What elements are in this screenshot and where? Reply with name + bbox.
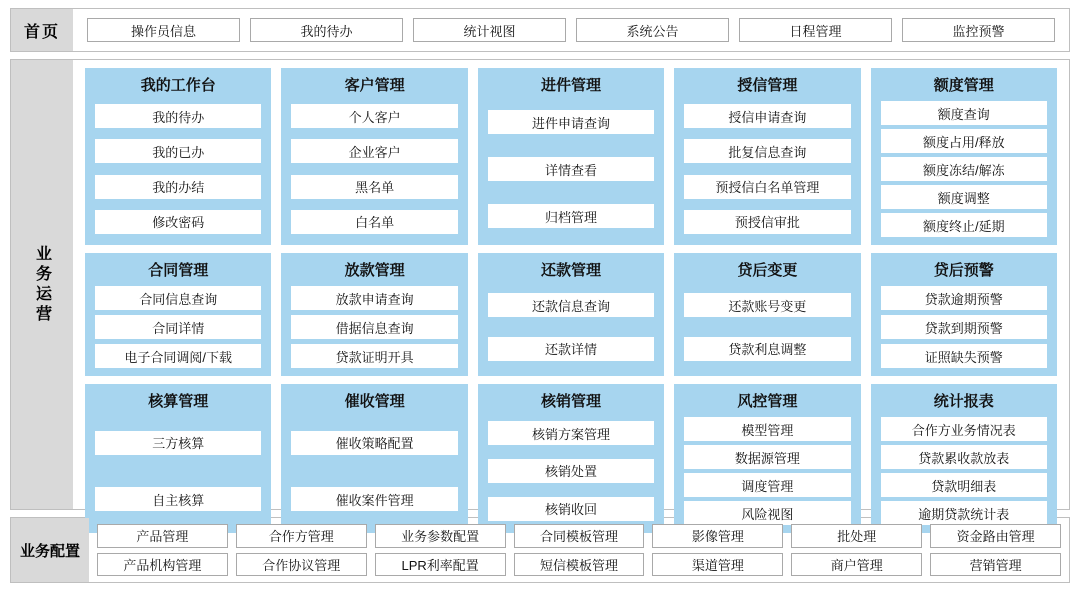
card-items [95, 101, 261, 237]
card-items [488, 286, 654, 368]
menu-item[interactable]: 合同信息查询 [95, 286, 261, 310]
card-post-loan-change [674, 253, 860, 376]
card-title: 风控管理 [737, 393, 798, 410]
card-post-loan-alert [871, 253, 1057, 376]
operations-grid [73, 60, 1069, 522]
card-title: 贷后预警 [933, 262, 994, 279]
home-item-schedule[interactable]: 日程管理 [739, 18, 892, 42]
card-items [881, 417, 1047, 525]
config-item-business-parameter-config[interactable]: 业务参数配置 [375, 524, 506, 548]
menu-item[interactable]: 还款详情 [488, 337, 654, 361]
card-title: 额度管理 [933, 77, 994, 94]
card-title: 催收管理 [344, 393, 405, 410]
home-item-my-todo[interactable]: 我的待办 [250, 18, 403, 42]
card-items [684, 286, 850, 368]
card-items [488, 417, 654, 525]
menu-item[interactable]: 修改密码 [95, 210, 261, 234]
menu-item[interactable]: 我的办结 [95, 175, 261, 199]
card-items [291, 286, 457, 368]
menu-item[interactable]: 批复信息查询 [684, 139, 850, 163]
menu-item[interactable]: 贷款到期预警 [881, 315, 1047, 339]
card-writeoff-management [478, 384, 664, 533]
card-items [684, 101, 850, 237]
card-contract-management [85, 253, 271, 376]
home-items [73, 9, 1069, 51]
card-collection-management [281, 384, 467, 533]
menu-item[interactable]: 核销收回 [488, 497, 654, 521]
menu-item[interactable]: 额度占用/释放 [881, 129, 1047, 153]
menu-item[interactable]: 调度管理 [684, 473, 850, 497]
menu-item[interactable]: 我的已办 [95, 139, 261, 163]
config-item-image-management[interactable]: 影像管理 [652, 524, 783, 548]
card-items [291, 101, 457, 237]
config-item-lpr-rate-config[interactable]: LPR利率配置 [375, 553, 506, 577]
menu-item[interactable]: 贷款利息调整 [684, 337, 850, 361]
card-items [488, 101, 654, 237]
menu-item[interactable]: 个人客户 [291, 104, 457, 128]
operations-band-label: 业务运营 [11, 60, 73, 509]
home-item-stats-view[interactable]: 统计视图 [413, 18, 566, 42]
menu-item[interactable]: 额度查询 [881, 101, 1047, 125]
card-credit-management [674, 68, 860, 245]
home-item-operator-info[interactable]: 操作员信息 [87, 18, 240, 42]
card-title: 核销管理 [540, 393, 601, 410]
menu-item[interactable]: 逾期贷款统计表 [881, 501, 1047, 525]
menu-item[interactable]: 我的待办 [95, 104, 261, 128]
business-config-band-label: 业务配置 [11, 518, 89, 582]
menu-item[interactable]: 模型管理 [684, 417, 850, 441]
config-item-product-management[interactable]: 产品管理 [97, 524, 228, 548]
menu-item[interactable]: 贷款累收款放表 [881, 445, 1047, 469]
card-items [95, 417, 261, 525]
operations-band [10, 59, 1070, 522]
menu-item[interactable]: 合同详情 [95, 315, 261, 339]
card-accounting-management [85, 384, 271, 533]
menu-item[interactable]: 还款信息查询 [488, 293, 654, 317]
home-item-monitor-alert[interactable]: 监控预警 [902, 18, 1055, 42]
menu-item[interactable]: 贷款证明开具 [291, 344, 457, 368]
card-customer-management [281, 68, 467, 245]
card-repayment-management [478, 253, 664, 376]
card-limit-management [871, 68, 1057, 245]
config-item-contract-template-management[interactable]: 合同模板管理 [514, 524, 645, 548]
menu-item[interactable]: 数据源管理 [684, 445, 850, 469]
card-statistical-reports [871, 384, 1057, 533]
card-title: 授信管理 [737, 77, 798, 94]
menu-item[interactable]: 贷款逾期预警 [881, 286, 1047, 310]
card-title: 统计报表 [933, 393, 994, 410]
menu-item[interactable]: 借据信息查询 [291, 315, 457, 339]
config-item-product-org-management[interactable]: 产品机构管理 [97, 553, 228, 577]
menu-item[interactable]: 额度调整 [881, 185, 1047, 209]
card-title: 进件管理 [540, 77, 601, 94]
card-items [684, 417, 850, 525]
config-item-sms-template-management[interactable]: 短信模板管理 [514, 553, 645, 577]
home-band-label: 首页 [11, 9, 73, 51]
home-item-system-notice[interactable]: 系统公告 [576, 18, 729, 42]
menu-item[interactable]: 催收策略配置 [291, 431, 457, 455]
business-config-grid [89, 518, 1069, 582]
config-item-cooperation-agreement-management[interactable]: 合作协议管理 [236, 553, 367, 577]
config-item-marketing-management[interactable]: 营销管理 [930, 553, 1061, 577]
config-item-channel-management[interactable]: 渠道管理 [652, 553, 783, 577]
menu-item[interactable]: 还款账号变更 [684, 293, 850, 317]
menu-item[interactable]: 催收案件管理 [291, 487, 457, 511]
menu-item[interactable]: 详情查看 [488, 157, 654, 181]
config-item-fund-routing-management[interactable]: 资金路由管理 [930, 524, 1061, 548]
home-band [10, 8, 1070, 52]
card-title: 贷后变更 [737, 262, 798, 279]
menu-item[interactable]: 预授信白名单管理 [684, 175, 850, 199]
config-item-batch-processing[interactable]: 批处理 [791, 524, 922, 548]
menu-item[interactable]: 核销处置 [488, 459, 654, 483]
menu-item[interactable]: 风险视图 [684, 501, 850, 525]
card-title: 核算管理 [148, 393, 209, 410]
menu-item[interactable]: 预授信审批 [684, 210, 850, 234]
card-risk-management [674, 384, 860, 533]
config-item-merchant-management[interactable]: 商户管理 [791, 553, 922, 577]
card-title: 客户管理 [344, 77, 405, 94]
card-application-management [478, 68, 664, 245]
menu-item[interactable]: 额度终止/延期 [881, 213, 1047, 237]
card-disbursement-management [281, 253, 467, 376]
menu-item[interactable]: 归档管理 [488, 204, 654, 228]
card-items [881, 286, 1047, 368]
card-my-workbench [85, 68, 271, 245]
config-item-partner-management[interactable]: 合作方管理 [236, 524, 367, 548]
menu-item[interactable]: 贷款明细表 [881, 473, 1047, 497]
menu-item[interactable]: 黑名单 [291, 175, 457, 199]
menu-item[interactable]: 三方核算 [95, 431, 261, 455]
card-items [95, 286, 261, 368]
menu-item[interactable]: 自主核算 [95, 487, 261, 511]
menu-item[interactable]: 合作方业务情况表 [881, 417, 1047, 441]
menu-item[interactable]: 白名单 [291, 210, 457, 234]
card-title: 放款管理 [344, 262, 405, 279]
card-title: 还款管理 [540, 262, 601, 279]
menu-item[interactable]: 核销方案管理 [488, 421, 654, 445]
menu-item[interactable]: 额度冻结/解冻 [881, 157, 1047, 181]
card-title: 我的工作台 [140, 77, 216, 94]
card-items [881, 101, 1047, 237]
business-config-band [10, 517, 1070, 583]
menu-item[interactable]: 进件申请查询 [488, 110, 654, 134]
menu-item[interactable]: 放款申请查询 [291, 286, 457, 310]
menu-item[interactable]: 企业客户 [291, 139, 457, 163]
menu-item[interactable]: 授信申请查询 [684, 104, 850, 128]
menu-item[interactable]: 证照缺失预警 [881, 344, 1047, 368]
card-items [291, 417, 457, 525]
card-title: 合同管理 [148, 262, 209, 279]
menu-item[interactable]: 电子合同调阅/下载 [95, 344, 261, 368]
